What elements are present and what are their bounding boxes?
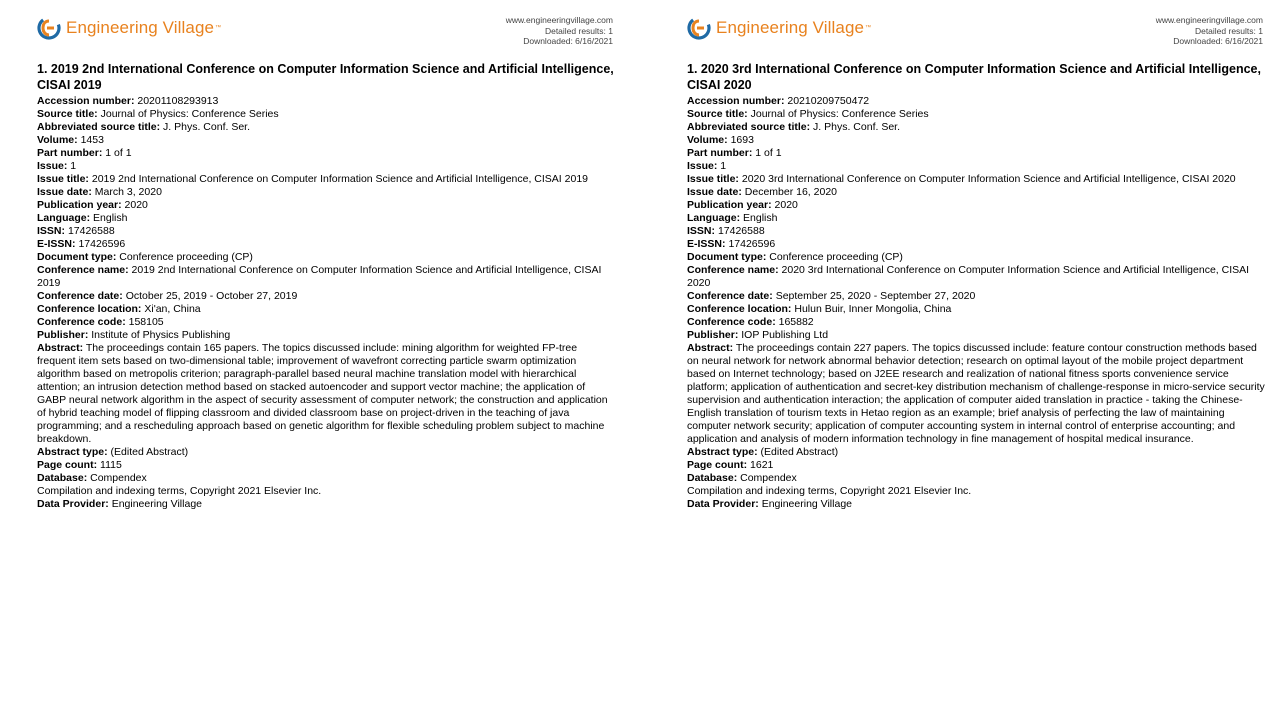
field-e-issn [687,238,1267,251]
field-label: ISSN: [687,225,716,237]
field-label: Publication year: [687,199,772,211]
field-e-issn [37,238,617,251]
record [687,62,1267,511]
engineering-village-logo-icon [37,16,61,40]
field-label: Accession number: [687,95,785,107]
field-label: Abstract: [37,342,84,354]
field-label: Language: [687,212,741,224]
field-value: 17426596 [78,238,126,250]
field-language [687,212,1267,225]
field-value: 1621 [750,459,774,471]
field-part-number [37,147,617,160]
field-value: 1 of 1 [105,147,132,159]
record [37,62,617,511]
brand-trademark: ™ [865,25,872,31]
field-value: 158105 [128,316,164,328]
engineering-village-logo [37,16,221,40]
field-value: Compendex [90,472,147,484]
field-value: (Edited Abstract) [110,446,189,458]
site-url[interactable]: www.engineeringvillage.com [1155,15,1263,25]
field-value: 1 [70,160,77,172]
site-url[interactable]: www.engineeringvillage.com [505,15,613,25]
field-label: Conference date: [37,290,123,302]
field-label: Data Provider: [37,498,109,510]
record-page-right [687,0,1280,720]
engineering-village-logo-icon [687,16,711,40]
field-value: 1693 [730,134,754,146]
record-fields [37,95,617,511]
field-label: Language: [37,212,91,224]
field-value: Xi'an, China [144,303,201,315]
field-issue-date [687,186,1267,199]
field-database [687,472,1267,485]
brand-name: Engineering Village [66,18,215,37]
download-date: Downloaded: 6/16/2021 [523,36,613,46]
field-value: 2020 3rd International Conference on Computer Information Science and Artificial Intelligence, CISAI 2020 [741,173,1236,185]
field-value: Conference proceeding (CP) [119,251,253,263]
field-label: Part number: [687,147,753,159]
results-count: Detailed results: 1 [544,25,613,36]
field-abstract [37,342,617,446]
field-label: Conference location: [687,303,792,315]
field-value: 17426596 [728,238,776,250]
field-database [37,472,617,485]
field-abbreviated-source-title [37,121,617,134]
field-value: 2019 2nd International Conference on Computer Information Science and Artificial Intelligence, CISAI 2019 [91,173,588,185]
field-label: Publisher: [687,329,739,341]
field-issn [37,225,617,238]
field-label: Conference code: [687,316,776,328]
download-meta [1156,15,1263,47]
field-conference-name [37,264,617,290]
field-issue [37,160,617,173]
field-label: Conference code: [37,316,126,328]
field-value: English [93,212,128,224]
field-data-provider [37,498,617,511]
field-label: Issue date: [687,186,742,198]
field-issue-title [687,173,1267,186]
field-conference-location [687,303,1267,316]
field-value: Conference proceeding (CP) [769,251,903,263]
record-fields [687,95,1267,511]
field-page-count [37,459,617,472]
field-label: Issue title: [687,173,739,185]
field-value: Institute of Physics Publishing [91,329,231,341]
field-label: Abbreviated source title: [687,121,811,133]
field-value: December 16, 2020 [744,186,838,198]
field-source-title [687,108,1267,121]
field-value: The proceedings contain 165 papers. The topics discussed include: mining algorithm for weighted FP-tree frequent item sets based on two-dimensional table; improvement of wavefront correcting particle swarm optimization algorithm based on metropolis criterion; paragraph-parallel based neural machine translation model with hierarchical attention; an intrusion detection method based on stacked autoencoder and support vector machine; the application of GABP neural network algorithm in the aspect of security assessment of computer network; the construction and application of hybrid teaching model of flipping classroom and divided classroom base on project-driven in the teaching of java programming; and a rescheduling approach based on genetic algorithm for flexible scheduling problem subject to machine breakdown. [37,342,608,445]
field-value: 2020 [774,199,798,211]
field-value: English [743,212,778,224]
field-label: Issue title: [37,173,89,185]
field-source-title [37,108,617,121]
field-label: Database: [37,472,88,484]
field-page-count [687,459,1267,472]
field-label: E-ISSN: [687,238,726,250]
field-label: Publication year: [37,199,122,211]
field-value: Journal of Physics: Conference Series [750,108,929,120]
field-value: October 25, 2019 - October 27, 2019 [125,290,298,302]
results-count: Detailed results: 1 [1194,25,1263,36]
field-document-type [687,251,1267,264]
field-value: Journal of Physics: Conference Series [100,108,279,120]
field-issn [687,225,1267,238]
field-label: Issue date: [37,186,92,198]
field-publisher [687,329,1267,342]
field-part-number [687,147,1267,160]
field-label: Accession number: [37,95,135,107]
field-data-provider [687,498,1267,511]
field-label: Conference location: [37,303,142,315]
field-conference-date [37,290,617,303]
field-abstract [687,342,1267,446]
field-volume [687,134,1267,147]
copyright-text: Compilation and indexing terms, Copyright 2021 Elsevier Inc. [37,485,322,497]
field-value: Hulun Buir, Inner Mongolia, China [794,303,952,315]
field-label: Page count: [37,459,98,471]
copyright-notice [37,485,617,498]
field-value: 165882 [778,316,814,328]
field-label: Conference name: [37,264,129,276]
field-value: Compendex [740,472,797,484]
field-label: Abstract type: [37,446,108,458]
field-label: ISSN: [37,225,66,237]
field-label: Abbreviated source title: [37,121,161,133]
field-value: The proceedings contain 227 papers. The topics discussed include: feature contour construction methods based on neural network for network abnormal behavior detection; research on optimal layout of the mobile project department based on Internet technology; based on J2EE research and realization of national fitness sports convenience service platform; application of authentication and secret-key distribution mechanism of challenge-response in micro-service security supervision and authentication interaction; the application of computer aided translation in practice - taking the Chinese-English translation of tourism texts in Hetao region as an example; brief analysis of perfecting the law of maintaining computer network security; application of computer accounting system in internal control of enterprise accounting; and application and analysis of modern information technology in fine management of hospital medical insurance. [687,342,1265,445]
field-value: 1 of 1 [755,147,782,159]
field-label: Document type: [37,251,117,263]
record-title: 1. 2019 2nd International Conference on Computer Information Science and Artificial Intelligence, CISAI 2019 [37,62,614,92]
field-accession-number [37,95,617,108]
field-label: Database: [687,472,738,484]
field-abstract-type [37,446,617,459]
field-publisher [37,329,617,342]
field-value: IOP Publishing Ltd [741,329,829,341]
field-value: J. Phys. Conf. Ser. [813,121,900,133]
field-value: Engineering Village [111,498,202,510]
field-value: J. Phys. Conf. Ser. [163,121,250,133]
field-accession-number [687,95,1267,108]
field-label: E-ISSN: [37,238,76,250]
field-document-type [37,251,617,264]
field-issue-date [37,186,617,199]
field-label: Document type: [687,251,767,263]
field-label: Issue: [37,160,68,172]
brand-name: Engineering Village [716,18,865,37]
copyright-notice [687,485,1267,498]
field-label: Publisher: [37,329,89,341]
field-value: 1453 [80,134,104,146]
field-abstract-type [687,446,1267,459]
download-meta [506,15,613,47]
field-language [37,212,617,225]
field-publication-year [687,199,1267,212]
field-label: Source title: [687,108,748,120]
field-label: Page count: [687,459,748,471]
field-label: Abstract: [687,342,734,354]
field-label: Issue: [687,160,718,172]
field-publication-year [37,199,617,212]
field-label: Data Provider: [687,498,759,510]
field-conference-date [687,290,1267,303]
field-value: 17426588 [717,225,765,237]
field-label: Part number: [37,147,103,159]
field-label: Conference date: [687,290,773,302]
field-value: 2020 3rd International Conference on Computer Information Science and Artificial Intelligence, CISAI 2020 [687,264,1250,289]
engineering-village-logo [687,16,871,40]
field-label: Volume: [37,134,78,146]
field-value: 1 [720,160,727,172]
record-title: 1. 2020 3rd International Conference on Computer Information Science and Artificial Intelligence, CISAI 2020 [687,62,1261,92]
brand-trademark: ™ [215,25,222,31]
field-value: Engineering Village [761,498,852,510]
field-value: March 3, 2020 [94,186,162,198]
field-value: 20210209750472 [787,95,870,107]
download-date: Downloaded: 6/16/2021 [1173,36,1263,46]
field-value: September 25, 2020 - September 27, 2020 [775,290,976,302]
field-label: Conference name: [687,264,779,276]
field-value: 20201108293913 [137,95,219,107]
field-abbreviated-source-title [687,121,1267,134]
field-value: (Edited Abstract) [760,446,839,458]
field-label: Source title: [37,108,98,120]
field-value: 2020 [124,199,148,211]
field-label: Volume: [687,134,728,146]
record-page-left [37,0,637,720]
field-conference-name [687,264,1267,290]
field-issue-title [37,173,617,186]
field-value: 2019 2nd International Conference on Computer Information Science and Artificial Intelligence, CISAI 2019 [37,264,602,289]
field-value: 1115 [100,459,122,471]
copyright-text: Compilation and indexing terms, Copyright 2021 Elsevier Inc. [687,485,972,497]
field-issue [687,160,1267,173]
field-volume [37,134,617,147]
field-conference-code [687,316,1267,329]
field-label: Abstract type: [687,446,758,458]
field-conference-location [37,303,617,316]
field-value: 17426588 [67,225,115,237]
field-conference-code [37,316,617,329]
